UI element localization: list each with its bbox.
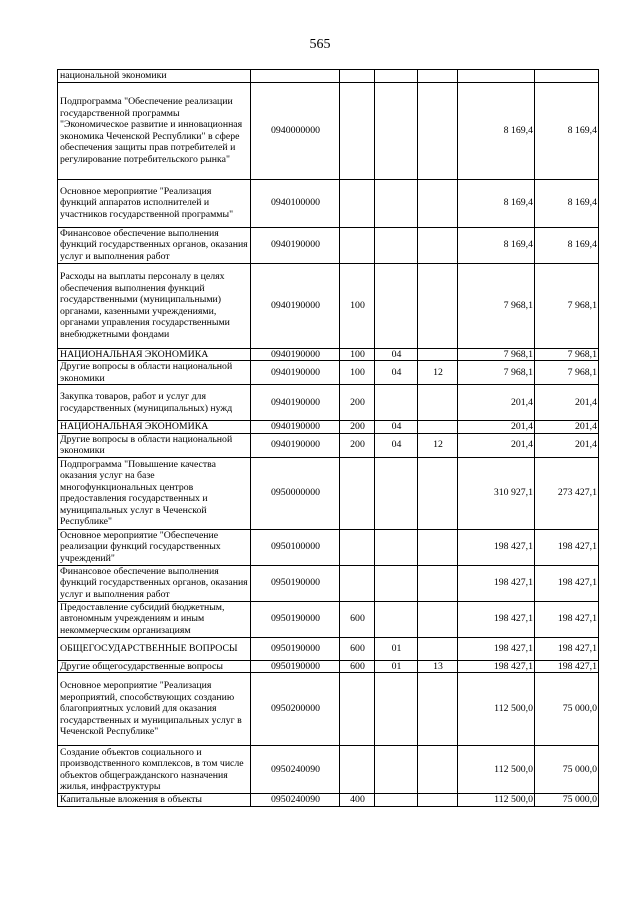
cell-amount-1: 198 427,1	[458, 660, 535, 673]
cell-section	[375, 529, 418, 565]
cell-expense-type: 600	[340, 601, 375, 637]
cell-amount-2: 201,4	[535, 421, 599, 434]
cell-expense-type: 200	[340, 385, 375, 421]
cell-amount-2: 198 427,1	[535, 601, 599, 637]
cell-expense-type	[340, 457, 375, 529]
table-row	[58, 421, 599, 434]
cell-amount-2: 198 427,1	[535, 529, 599, 565]
cell-target-code: 0940190000	[251, 433, 340, 457]
cell-target-code: 0950000000	[251, 457, 340, 529]
cell-expense-type	[340, 565, 375, 601]
cell-section: 04	[375, 361, 418, 385]
cell-target-code: 0940190000	[251, 227, 340, 263]
table-row	[58, 385, 599, 421]
cell-amount-2: 201,4	[535, 385, 599, 421]
table-row	[58, 794, 599, 807]
cell-amount-2: 75 000,0	[535, 673, 599, 746]
cell-target-code: 0950100000	[251, 529, 340, 565]
cell-target-code: 0950190000	[251, 660, 340, 673]
cell-section	[375, 601, 418, 637]
cell-amount-2: 7 968,1	[535, 263, 599, 348]
cell-target-code: 0940190000	[251, 263, 340, 348]
cell-name: Другие общегосударственные вопросы	[58, 660, 251, 673]
cell-section: 01	[375, 660, 418, 673]
cell-amount-1: 8 169,4	[458, 227, 535, 263]
cell-amount-2: 273 427,1	[535, 457, 599, 529]
cell-subsection	[418, 179, 458, 227]
cell-amount-2: 7 968,1	[535, 348, 599, 361]
cell-amount-1: 112 500,0	[458, 746, 535, 794]
cell-target-code: 0950200000	[251, 673, 340, 746]
cell-section	[375, 385, 418, 421]
cell-subsection	[418, 348, 458, 361]
cell-amount-2: 75 000,0	[535, 746, 599, 794]
cell-amount-2: 8 169,4	[535, 227, 599, 263]
cell-amount-2: 198 427,1	[535, 565, 599, 601]
cell-target-code: 0950190000	[251, 565, 340, 601]
cell-section	[375, 565, 418, 601]
cell-subsection	[418, 263, 458, 348]
table-row	[58, 457, 599, 529]
table-body	[58, 70, 599, 807]
table-row	[58, 433, 599, 457]
cell-expense-type	[340, 673, 375, 746]
cell-target-code: 0950240090	[251, 794, 340, 807]
cell-target-code: 0940000000	[251, 82, 340, 179]
cell-amount-1: 198 427,1	[458, 601, 535, 637]
cell-target-code: 0940190000	[251, 385, 340, 421]
table-row	[58, 529, 599, 565]
table-row	[58, 673, 599, 746]
cell-subsection: 12	[418, 361, 458, 385]
cell-subsection	[418, 421, 458, 434]
cell-amount-1: 201,4	[458, 421, 535, 434]
cell-amount-2: 8 169,4	[535, 82, 599, 179]
cell-amount-2: 201,4	[535, 433, 599, 457]
cell-section	[375, 179, 418, 227]
cell-expense-type: 200	[340, 433, 375, 457]
table-row	[58, 263, 599, 348]
cell-subsection	[418, 529, 458, 565]
cell-name: НАЦИОНАЛЬНАЯ ЭКОНОМИКА	[58, 421, 251, 434]
table-row	[58, 70, 599, 83]
table-row	[58, 565, 599, 601]
cell-expense-type	[340, 82, 375, 179]
cell-expense-type	[340, 529, 375, 565]
cell-section	[375, 70, 418, 83]
cell-expense-type: 100	[340, 263, 375, 348]
cell-amount-1: 198 427,1	[458, 565, 535, 601]
cell-subsection	[418, 82, 458, 179]
table-row	[58, 746, 599, 794]
cell-name: Закупка товаров, работ и услуг для государственных (муниципальных) нужд	[58, 385, 251, 421]
cell-name: НАЦИОНАЛЬНАЯ ЭКОНОМИКА	[58, 348, 251, 361]
cell-name: Подпрограмма "Повышение качества оказания услуг на базе многофункциональных центров предоставления государственных и муниципальных услуг в Чеченской Республике"	[58, 457, 251, 529]
cell-target-code: 0940190000	[251, 348, 340, 361]
cell-amount-2: 198 427,1	[535, 637, 599, 660]
cell-subsection	[418, 637, 458, 660]
cell-expense-type: 600	[340, 660, 375, 673]
cell-expense-type	[340, 746, 375, 794]
cell-amount-2: 198 427,1	[535, 660, 599, 673]
cell-section	[375, 263, 418, 348]
cell-name: Капитальные вложения в объекты	[58, 794, 251, 807]
cell-expense-type: 100	[340, 348, 375, 361]
cell-subsection	[418, 746, 458, 794]
cell-expense-type: 600	[340, 637, 375, 660]
cell-name: национальной экономики	[58, 70, 251, 83]
table-row	[58, 82, 599, 179]
cell-subsection: 12	[418, 433, 458, 457]
cell-target-code	[251, 70, 340, 83]
cell-expense-type	[340, 227, 375, 263]
cell-amount-2: 75 000,0	[535, 794, 599, 807]
cell-subsection	[418, 565, 458, 601]
cell-target-code: 0950190000	[251, 601, 340, 637]
cell-amount-1: 201,4	[458, 385, 535, 421]
cell-expense-type: 100	[340, 361, 375, 385]
cell-target-code: 0950240090	[251, 746, 340, 794]
table-row	[58, 361, 599, 385]
cell-target-code: 0940190000	[251, 361, 340, 385]
cell-name: Создание объектов социального и производственного комплексов, в том числе объектов общегражданского назначения жилья, инфраструктуры	[58, 746, 251, 794]
cell-section	[375, 673, 418, 746]
cell-amount-1: 112 500,0	[458, 673, 535, 746]
cell-subsection	[418, 385, 458, 421]
cell-amount-1: 7 968,1	[458, 348, 535, 361]
cell-subsection	[418, 794, 458, 807]
cell-name: Расходы на выплаты персоналу в целях обеспечения выполнения функций государственными (муниципальными) органами, казенными учреждениями, органами управления государственными внебюджетными фондами	[58, 263, 251, 348]
cell-name: Предоставление субсидий бюджетным, автономным учреждениям и иным некоммерческим организациям	[58, 601, 251, 637]
cell-amount-1: 198 427,1	[458, 529, 535, 565]
cell-subsection	[418, 70, 458, 83]
cell-name: Финансовое обеспечение выполнения функций государственных органов, оказания услуг и выполнения работ	[58, 227, 251, 263]
cell-section: 04	[375, 433, 418, 457]
page-number: 565	[309, 37, 331, 52]
cell-section	[375, 82, 418, 179]
cell-expense-type	[340, 70, 375, 83]
cell-name: Другие вопросы в области национальной экономики	[58, 361, 251, 385]
cell-expense-type: 400	[340, 794, 375, 807]
cell-amount-1: 201,4	[458, 433, 535, 457]
cell-section	[375, 457, 418, 529]
cell-target-code: 0940100000	[251, 179, 340, 227]
cell-name: Другие вопросы в области национальной экономики	[58, 433, 251, 457]
cell-amount-1: 8 169,4	[458, 179, 535, 227]
cell-amount-1: 198 427,1	[458, 637, 535, 660]
cell-subsection	[418, 457, 458, 529]
cell-expense-type: 200	[340, 421, 375, 434]
cell-name: ОБЩЕГОСУДАРСТВЕННЫЕ ВОПРОСЫ	[58, 637, 251, 660]
cell-amount-1: 8 169,4	[458, 82, 535, 179]
cell-amount-1: 112 500,0	[458, 794, 535, 807]
cell-amount-1: 7 968,1	[458, 263, 535, 348]
cell-section	[375, 227, 418, 263]
cell-section	[375, 746, 418, 794]
cell-name: Финансовое обеспечение выполнения функций государственных органов, оказания услуг и выполнения работ	[58, 565, 251, 601]
table-row	[58, 348, 599, 361]
cell-amount-1: 310 927,1	[458, 457, 535, 529]
cell-amount-2	[535, 70, 599, 83]
table-row	[58, 601, 599, 637]
cell-subsection	[418, 227, 458, 263]
cell-amount-1	[458, 70, 535, 83]
table-row	[58, 637, 599, 660]
cell-subsection: 13	[418, 660, 458, 673]
cell-expense-type	[340, 179, 375, 227]
cell-name: Основное мероприятие "Реализация функций аппаратов исполнителей и участников государственной программы"	[58, 179, 251, 227]
table-row	[58, 660, 599, 673]
budget-table	[57, 69, 599, 807]
cell-section	[375, 794, 418, 807]
cell-section: 04	[375, 348, 418, 361]
cell-name: Основное мероприятие "Реализация мероприятий, способствующих созданию благоприятных условий для оказания государственных и муниципальных услуг в Чеченской Республике"	[58, 673, 251, 746]
cell-name: Подпрограмма "Обеспечение реализации государственной программы "Экономическое развитие и инновационная экономика Чеченской Республики" в сфере обеспечения защиты прав потребителей и регулирование потребительского рынка"	[58, 82, 251, 179]
cell-amount-1: 7 968,1	[458, 361, 535, 385]
cell-subsection	[418, 601, 458, 637]
cell-section: 04	[375, 421, 418, 434]
cell-amount-2: 8 169,4	[535, 179, 599, 227]
cell-target-code: 0950190000	[251, 637, 340, 660]
cell-subsection	[418, 673, 458, 746]
cell-amount-2: 7 968,1	[535, 361, 599, 385]
table-row	[58, 227, 599, 263]
cell-section: 01	[375, 637, 418, 660]
table-row	[58, 179, 599, 227]
cell-name: Основное мероприятие "Обеспечение реализации функций государственных учреждений"	[58, 529, 251, 565]
cell-target-code: 0940190000	[251, 421, 340, 434]
